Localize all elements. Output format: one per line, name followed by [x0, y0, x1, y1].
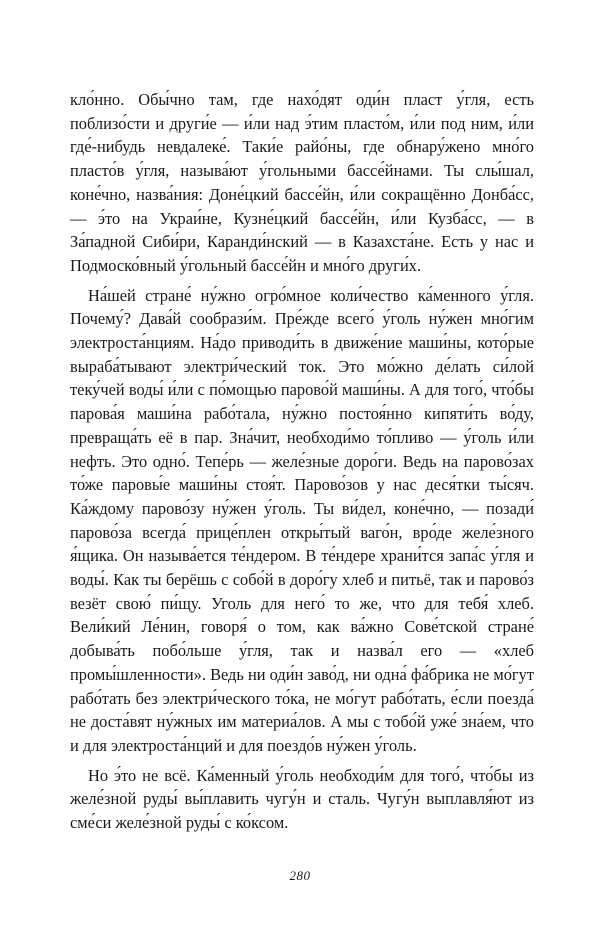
page-number: 280 — [289, 868, 311, 883]
page-body — [70, 88, 534, 835]
paragraph-iron-smelting: Но э́то не всё. Ка́менный у́голь необходи́м для того́, что́бы из желе́зной руды́ вы́плавить чугу́н и сталь. Чугу́н выплавля́ют из сме́си желе́зной руды́ с ко́ксом. — [70, 765, 534, 833]
paragraph-coal-importance: На́шей стране́ ну́жно огро́мное коли́чество ка́менного у́гля. Почему́? Дава́й сообрази́м. Пре́жде всего́ у́голь ну́жен мно́гим электроста́нциям. На́до приводи́ть в движе́ние маши́ны, кото́рые выраба́тывают электри́ческий ток. Это мо́жно де́лать си́лой теку́чей воды́ и́ли с по́мощью парово́й маши́ны. А для того́, что́бы парова́я маши́на рабо́тала, ну́жно постоя́нно кипяти́ть во́ду, превраща́ть её в пар. Зна́чит, необходи́мо то́пливо — у́голь и́ли нефть. Это одно́. Тепе́рь — желе́зные доро́ги. Ведь на парово́зах то́же паровы́е маши́ны стоя́т. Парово́зов у нас деся́тки ты́сяч. Ка́ждому парово́зу ну́жен у́голь. Ты ви́дел, коне́чно, — позади́ парово́за всегда́ прице́плен откры́тый ваго́н, вро́де желе́зного я́щика. Он называ́ется те́ндером. В те́ндере храни́тся запа́с у́гля и воды́. Как ты берёшь с собо́й в доро́гу хлеб и питьё, так и парово́з везёт свою́ пи́щу. Уголь для него́ то же, что для тебя́ хлеб. Вели́кий Ле́нин, говоря́ о том, как ва́жно Сове́тской стране́ добыва́ть побо́льше у́гля, так и назва́л его — «хлеб промы́шленности». Ведь ни оди́н заво́д, ни одна́ фа́брика не мо́гут рабо́тать без электри́ческого то́ка, не мо́гут рабо́тать, е́сли поезда́ не доста́вят ну́жных им материа́лов. А мы с тобо́й уже́ зна́ем, что и для электроста́нций и для поездо́в ну́жен у́голь. — [70, 285, 534, 755]
paragraph-coal-basins: кло́нно. Обы́чно там, где нахо́дят оди́н пласт у́гля, есть поблизо́сти и други́е — и́ли над э́тим пласто́м, и́ли под ним, и́ли где́-нибудь невдалеке́. Таки́е райо́ны, где обнару́жено мно́го пласто́в у́гля, называ́ют у́гольными бассе́йнами. Ты слы́шал, коне́чно, назва́ния: Доне́цкий бассе́йн, и́ли сокращённо Донба́сс, — э́то на Украи́не, Кузне́цкий бассе́йн, и́ли Кузба́сс, — в За́падной Сиби́ри, Каранди́нский — в Казахста́не. Есть у нас и Подмоско́вный у́гольный бассе́йн и мно́го други́х. — [70, 90, 534, 275]
